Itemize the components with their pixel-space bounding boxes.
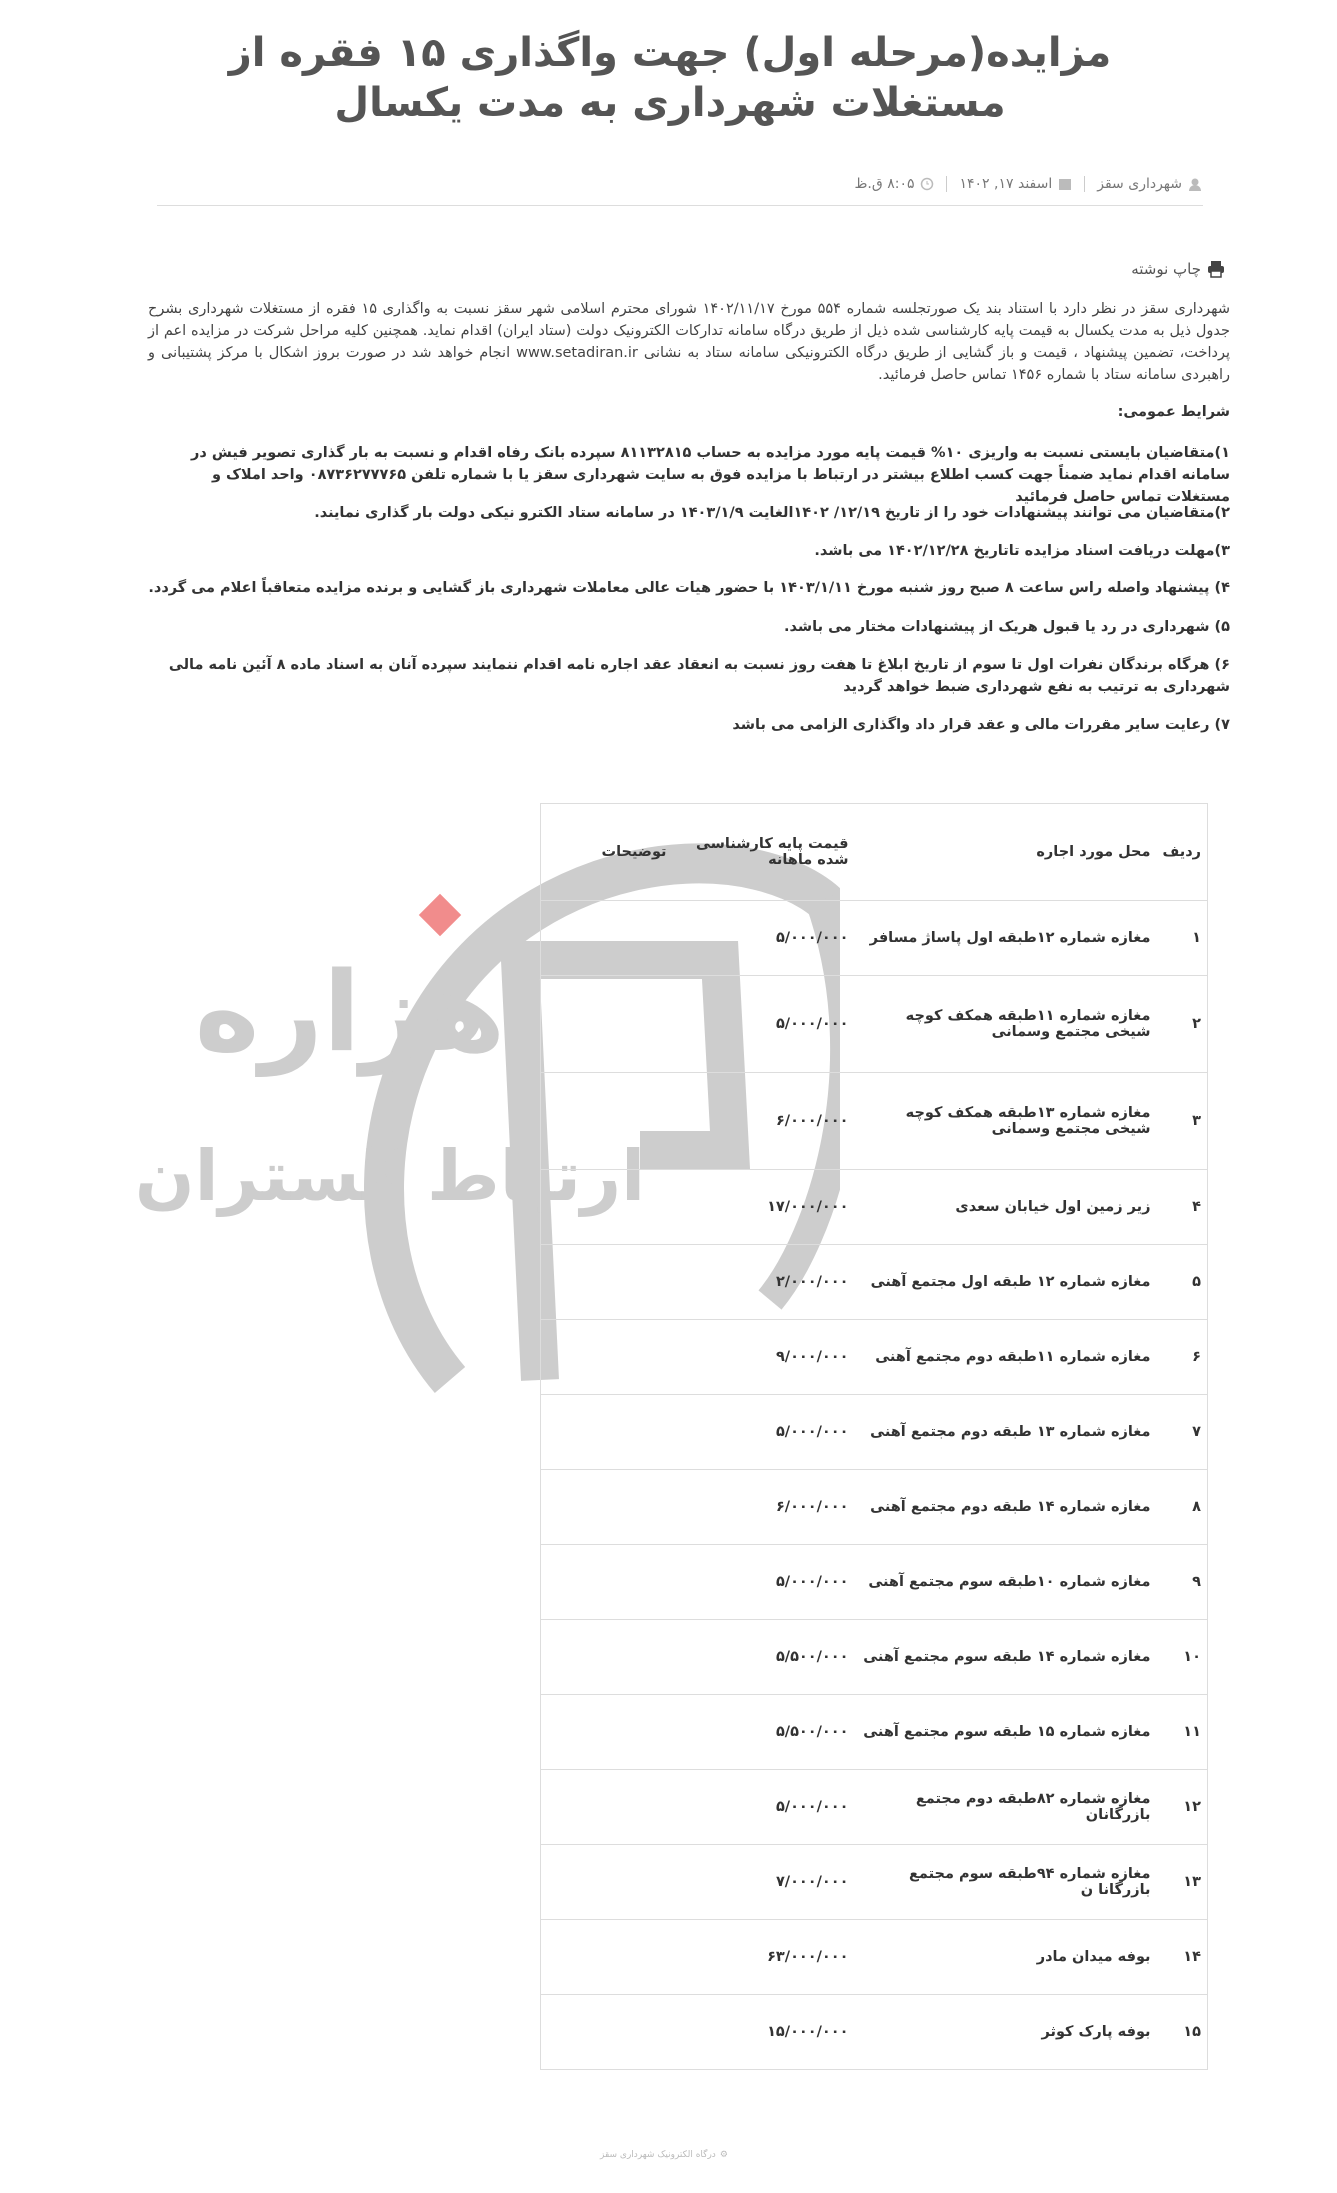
location-cell: مغازه شماره ۱۱طبقه دوم مجتمع آهنی (854, 1320, 1156, 1395)
row-number-cell: ۷ (1156, 1395, 1207, 1470)
divider (157, 205, 1203, 206)
conditions-heading: شرایط عمومی: (1117, 404, 1230, 420)
location-cell: مغازه شماره ۱۰طبقه سوم مجتمع آهنی (854, 1545, 1156, 1620)
author-link[interactable]: شهرداری سقز (1097, 176, 1182, 192)
location-cell: مغازه شماره ۸۲طبقه دوم مجتمع بازرگانان (854, 1770, 1156, 1845)
notes-cell (541, 976, 673, 1073)
notes-cell (541, 1770, 673, 1845)
table-row (541, 1470, 1208, 1545)
notes-cell (541, 1620, 673, 1695)
notes-cell (541, 1170, 673, 1245)
location-cell: مغازه شماره ۱۴ طبقه دوم مجتمع آهنی (854, 1470, 1156, 1545)
col-header-location: محل مورد اجاره (854, 804, 1156, 901)
condition-item: ۲)متقاضیان می توانند پیشنهادات خود را از تاریخ ۱۲/۱۹/ ۱۴۰۲الغایت ۱۴۰۳/۱/۹ در سامانه ستاد الکترو نیکی دولت بار گذاری نمایند. (314, 505, 1230, 521)
post-time: ۸:۰۵ ق.ظ (854, 176, 915, 192)
base-price-cell: ۱۵/۰۰۰/۰۰۰ (672, 1995, 854, 2070)
condition-item: ۴) پیشنهاد واصله راس ساعت ۸ صبح روز شنبه مورخ ۱۴۰۳/۱/۱۱ با حضور هیات عالی معاملات شهرداری باز گشایی و برنده مزایده متعاقباً اعلام می گردد. (148, 580, 1230, 596)
calendar-icon (1058, 177, 1072, 191)
base-price-cell: ۹/۰۰۰/۰۰۰ (672, 1320, 854, 1395)
notes-cell (541, 1845, 673, 1920)
row-number-cell: ۴ (1156, 1170, 1207, 1245)
table-row (541, 901, 1208, 976)
notes-cell (541, 1395, 673, 1470)
notes-cell (541, 1920, 673, 1995)
table-row (541, 1920, 1208, 1995)
base-price-cell: ۵/۵۰۰/۰۰۰ (672, 1620, 854, 1695)
base-price-cell: ۶/۰۰۰/۰۰۰ (672, 1470, 854, 1545)
table-row (541, 1073, 1208, 1170)
table-row (541, 1545, 1208, 1620)
base-price-cell: ۵/۰۰۰/۰۰۰ (672, 901, 854, 976)
table-row (541, 1245, 1208, 1320)
row-number-cell: ۱۳ (1156, 1845, 1207, 1920)
row-number-cell: ۲ (1156, 976, 1207, 1073)
col-header-base-price: قیمت پایه کارشناسی شده ماهانه (672, 804, 854, 901)
col-header-notes: توضیحات (541, 804, 673, 901)
divider (946, 176, 947, 192)
row-number-cell: ۳ (1156, 1073, 1207, 1170)
footer-logo-text: درگاه الکترونیک شهرداری سقز (600, 2150, 716, 2160)
row-number-cell: ۱۴ (1156, 1920, 1207, 1995)
row-number-cell: ۱۰ (1156, 1620, 1207, 1695)
print-label: چاپ نوشته (1131, 260, 1201, 278)
table-row (541, 1995, 1208, 2070)
user-icon (1188, 177, 1202, 191)
base-price-cell: ۵/۰۰۰/۰۰۰ (672, 1545, 854, 1620)
location-cell: بوفه پارک کوثر (854, 1995, 1156, 2070)
divider (1084, 176, 1085, 192)
location-cell: بوفه میدان مادر (854, 1920, 1156, 1995)
base-price-cell: ۶/۰۰۰/۰۰۰ (672, 1073, 854, 1170)
location-cell: مغازه شماره ۱۳ طبقه دوم مجتمع آهنی (854, 1395, 1156, 1470)
condition-item: ۷) رعایت سایر مقررات مالی و عقد قرار داد واگذاری الزامی می باشد (732, 717, 1230, 733)
row-number-cell: ۱ (1156, 901, 1207, 976)
location-cell: مغازه شماره ۹۴طبقه سوم مجتمع بازرگانا ن (854, 1845, 1156, 1920)
condition-item: ۳)مهلت دریافت اسناد مزایده تاتاریخ ۱۴۰۲/۱۲/۲۸ می باشد. (814, 543, 1230, 559)
table-header-row (541, 804, 1208, 901)
condition-item: ۶) هرگاه برندگان نفرات اول تا سوم از تاریخ ابلاغ تا هفت روز نسبت به انعقاد عقد اجاره نامه اقدام ننمایند سپرده آنان به اسناد ماده ۸ آئین نامه مالی شهرداری به ترتیب به نفع شهرداری ضبط خواهد گردید (168, 657, 1230, 695)
notes-cell (541, 1995, 673, 2070)
table-row (541, 1620, 1208, 1695)
notes-cell (541, 901, 673, 976)
footer-logo (600, 2150, 728, 2160)
clock-icon (920, 177, 934, 191)
notes-cell (541, 1470, 673, 1545)
row-number-cell: ۱۵ (1156, 1995, 1207, 2070)
svg-text:هزاره: هزاره (194, 948, 506, 1076)
table-row (541, 1695, 1208, 1770)
row-number-cell: ۶ (1156, 1320, 1207, 1395)
condition-item: ۵) شهرداری در رد یا قبول هریک از پیشنهادات مختار می باشد. (783, 619, 1230, 635)
location-cell: مغازه شماره ۱۴ طبقه سوم مجتمع آهنی (854, 1620, 1156, 1695)
base-price-cell: ۵/۵۰۰/۰۰۰ (672, 1695, 854, 1770)
table-row (541, 1320, 1208, 1395)
location-cell: مغازه شماره ۱۲ طبقه اول مجتمع آهنی (854, 1245, 1156, 1320)
notes-cell (541, 1695, 673, 1770)
row-number-cell: ۵ (1156, 1245, 1207, 1320)
table-row (541, 976, 1208, 1073)
location-cell: مغازه شماره ۱۳طبقه همکف کوچه شیخی مجتمع وسمانی (854, 1073, 1156, 1170)
location-cell: مغازه شماره ۱۵ طبقه سوم مجتمع آهنی (854, 1695, 1156, 1770)
location-cell: مغازه شماره ۱۱طبقه همکف کوچه شیخی مجتمع وسمانی (854, 976, 1156, 1073)
base-price-cell: ۲/۰۰۰/۰۰۰ (672, 1245, 854, 1320)
base-price-cell: ۷/۰۰۰/۰۰۰ (672, 1845, 854, 1920)
gear-logo-icon: ⚙ (719, 2150, 728, 2160)
col-header-row-number: ردیف (1156, 804, 1207, 901)
svg-text:ارتباط گستران: ارتباط گستران (134, 1135, 646, 1217)
location-cell: زیر زمین اول خیابان سعدی (854, 1170, 1156, 1245)
base-price-cell: ۵/۰۰۰/۰۰۰ (672, 1770, 854, 1845)
notes-cell (541, 1245, 673, 1320)
row-number-cell: ۹ (1156, 1545, 1207, 1620)
base-price-cell: ۱۷/۰۰۰/۰۰۰ (672, 1170, 854, 1245)
condition-item: ۱)متقاضیان بایستی نسبت به واریزی ۱۰% قیمت پایه مورد مزایده به حساب ۸۱۱۳۲۸۱۵ سپرده بانک رفاه اقدام و نسبت به بار گذاری تصویر فیش در سامانه اقدام نماید ضمناً جهت کسب اطلاع بیشتر در ارتباط با مزایده فوق به سایت شهرداری سقز یا با شماره تلفن ۰۸۷۳۶۲۷۷۷۶۵ واحد املاک و مستغلات تماس حاصل فرمائید (191, 445, 1230, 505)
table-row (541, 1395, 1208, 1470)
table-row (541, 1845, 1208, 1920)
print-button[interactable] (1131, 260, 1225, 278)
location-cell: مغازه شماره ۱۲طبقه اول پاساژ مسافر (854, 901, 1156, 976)
base-price-cell: ۵/۰۰۰/۰۰۰ (672, 1395, 854, 1470)
post-meta (854, 176, 1202, 192)
intro-paragraph: شهرداری سقز در نظر دارد با استناد بند یک صورتجلسه شماره ۵۵۴ مورخ ۱۴۰۲/۱۱/۱۷ شورای محترم اسلامی شهر سقز نسبت به واگذاری ۱۵ فقره از مستغلات شهرداری بشرح جدول ذیل به مدت یکسال به قیمت پایه کارشناسی شده ذیل از طریق درگاه سامانه تدارکات الکترونیک دولت (ستاد ایران) اقدام نماید. همچنین کلیه مراحل شرکت در مزایده اعم از پرداخت، تضمین پیشنهاد ، قیمت و باز گشایی از طریق درگاه الکترونیکی سامانه ستاد به نشانی www.setadiran.ir انجام خواهد شد در صورت بروز اشکال با مرکز پشتیبانی و راهبردی سامانه ستاد با شماره ۱۴۵۶ تماس حاصل فرمائید. (148, 301, 1231, 383)
table-row (541, 1170, 1208, 1245)
lease-items-table (540, 803, 1208, 2070)
notes-cell (541, 1073, 673, 1170)
table-row (541, 1770, 1208, 1845)
base-price-cell: ۶۳/۰۰۰/۰۰۰ (672, 1920, 854, 1995)
row-number-cell: ۸ (1156, 1470, 1207, 1545)
printer-icon (1207, 260, 1225, 278)
notes-cell (541, 1545, 673, 1620)
page-title: مزایده(مرحله اول) جهت واگذاری ۱۵ فقره از مستغلات شهرداری به مدت یکسال (228, 30, 1112, 126)
notes-cell (541, 1320, 673, 1395)
row-number-cell: ۱۲ (1156, 1770, 1207, 1845)
post-date: اسفند ۱۷, ۱۴۰۲ (959, 176, 1053, 192)
row-number-cell: ۱۱ (1156, 1695, 1207, 1770)
base-price-cell: ۵/۰۰۰/۰۰۰ (672, 976, 854, 1073)
